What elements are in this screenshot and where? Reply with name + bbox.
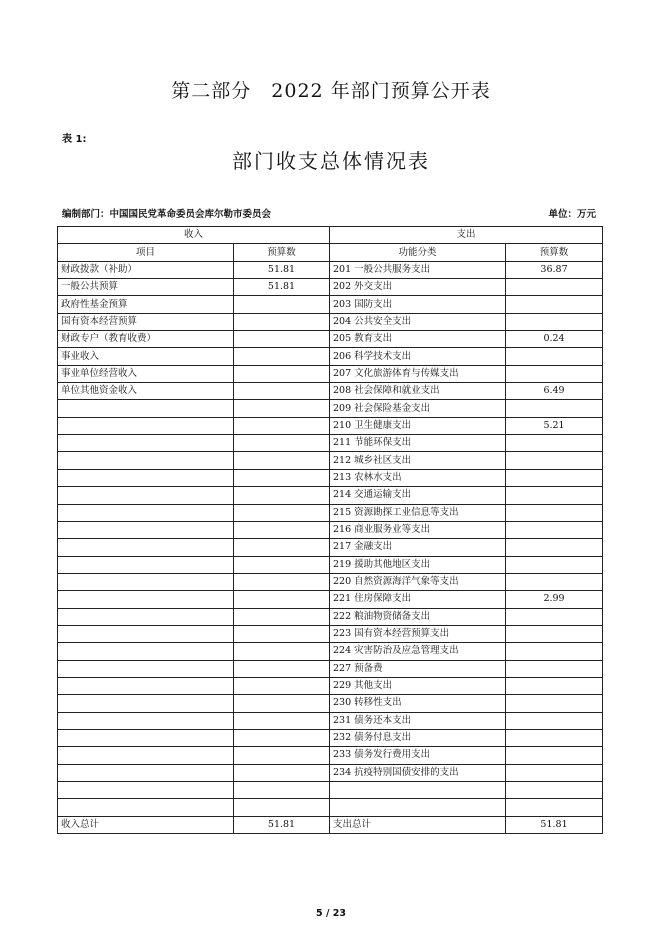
table-row xyxy=(58,296,603,313)
expense-budget-header: 预算数 xyxy=(506,244,603,261)
income-value-cell xyxy=(234,348,330,365)
expense-item-cell: 220 自然资源海洋气象等支出 xyxy=(330,573,506,590)
table-row xyxy=(58,400,603,417)
table-row xyxy=(58,608,603,625)
income-item-cell: 一般公共预算 xyxy=(58,279,234,296)
table-row xyxy=(58,747,603,764)
unit-label: 单位：万元 xyxy=(548,209,596,220)
expense-value-cell: 5.21 xyxy=(506,417,603,434)
expense-value-cell xyxy=(506,695,603,712)
expense-value-cell xyxy=(506,625,603,642)
expense-item-cell: 234 抗疫特别国债安排的支出 xyxy=(330,764,506,781)
income-item-cell xyxy=(58,591,234,608)
table-row xyxy=(58,469,603,486)
expense-item-cell: 204 公共安全支出 xyxy=(330,313,506,330)
expense-item-cell: 211 节能环保支出 xyxy=(330,435,506,452)
expense-item-cell: 209 社会保险基金支出 xyxy=(330,400,506,417)
table-label: 表 1: xyxy=(62,134,87,145)
table-row xyxy=(58,677,603,694)
income-item-cell xyxy=(58,625,234,642)
income-value-cell xyxy=(234,296,330,313)
expense-item-cell xyxy=(330,799,506,816)
income-item-cell xyxy=(58,487,234,504)
table-row xyxy=(58,695,603,712)
income-value-cell xyxy=(234,695,330,712)
table-row xyxy=(58,417,603,434)
income-value-cell xyxy=(234,487,330,504)
income-value-cell xyxy=(234,660,330,677)
income-value-cell xyxy=(234,625,330,642)
table-row xyxy=(58,452,603,469)
income-item-cell xyxy=(58,573,234,590)
expense-value-cell xyxy=(506,782,603,799)
expense-total-label: 支出总计 xyxy=(330,816,506,833)
table-header-row xyxy=(58,227,603,244)
expense-value-cell xyxy=(506,608,603,625)
expense-value-cell xyxy=(506,469,603,486)
expense-item-cell: 227 预备费 xyxy=(330,660,506,677)
income-item-cell xyxy=(58,452,234,469)
expense-value-cell xyxy=(506,747,603,764)
page-title: 部门收支总体情况表 xyxy=(232,149,430,173)
income-value-cell xyxy=(234,417,330,434)
expense-item-cell: 232 债务付息支出 xyxy=(330,729,506,746)
expense-value-cell xyxy=(506,504,603,521)
table-row xyxy=(58,782,603,799)
income-value-cell xyxy=(234,608,330,625)
income-item-cell xyxy=(58,504,234,521)
income-item-cell xyxy=(58,521,234,538)
expense-item-cell: 223 国有资本经营预算支出 xyxy=(330,625,506,642)
expense-value-cell xyxy=(506,573,603,590)
expense-item-cell: 217 金融支出 xyxy=(330,539,506,556)
income-item-cell xyxy=(58,729,234,746)
income-item-cell xyxy=(58,712,234,729)
expense-value-cell xyxy=(506,279,603,296)
income-item-cell: 事业单位经营收入 xyxy=(58,365,234,382)
expense-item-cell: 203 国防支出 xyxy=(330,296,506,313)
income-value-cell xyxy=(234,469,330,486)
table-row xyxy=(58,504,603,521)
income-value-cell: 51.81 xyxy=(234,261,330,278)
income-value-cell: 51.81 xyxy=(234,279,330,296)
income-value-cell xyxy=(234,539,330,556)
expense-total-value: 51.81 xyxy=(506,816,603,833)
table-row xyxy=(58,660,603,677)
expense-item-cell: 216 商业服务业等支出 xyxy=(330,521,506,538)
expense-value-cell: 0.24 xyxy=(506,331,603,348)
income-item-cell: 国有资本经营预算 xyxy=(58,313,234,330)
table-row xyxy=(58,487,603,504)
income-header: 收入 xyxy=(58,227,330,244)
expense-value-cell xyxy=(506,729,603,746)
expense-item-cell: 201 一般公共服务支出 xyxy=(330,261,506,278)
table-subheader-row xyxy=(58,244,603,261)
table-row xyxy=(58,764,603,781)
compiling-department: 编制部门：中国国民党革命委员会库尔勒市委员会 xyxy=(62,209,272,220)
expense-value-cell: 2.99 xyxy=(506,591,603,608)
income-item-cell xyxy=(58,782,234,799)
expense-value-cell xyxy=(506,799,603,816)
expense-value-cell xyxy=(506,643,603,660)
budget-table xyxy=(57,226,603,834)
table-row xyxy=(58,365,603,382)
expense-value-cell xyxy=(506,660,603,677)
expense-item-cell: 206 科学技术支出 xyxy=(330,348,506,365)
expense-item-cell: 212 城乡社区支出 xyxy=(330,452,506,469)
table-row xyxy=(58,556,603,573)
page-number: 5 / 23 xyxy=(316,908,346,919)
income-item-cell xyxy=(58,677,234,694)
expense-item-cell: 205 教育支出 xyxy=(330,331,506,348)
income-value-cell xyxy=(234,383,330,400)
income-item-cell: 事业收入 xyxy=(58,348,234,365)
income-value-cell xyxy=(234,365,330,382)
income-budget-header: 预算数 xyxy=(234,244,330,261)
table-row xyxy=(58,435,603,452)
table-row xyxy=(58,383,603,400)
expense-item-cell: 233 债务发行费用支出 xyxy=(330,747,506,764)
expense-value-cell xyxy=(506,435,603,452)
expense-value-cell xyxy=(506,452,603,469)
expense-item-cell xyxy=(330,782,506,799)
income-item-cell: 政府性基金预算 xyxy=(58,296,234,313)
income-value-cell xyxy=(234,435,330,452)
income-item-cell: 财政专户（教育收费） xyxy=(58,331,234,348)
table-row xyxy=(58,279,603,296)
expense-item-cell: 230 转移性支出 xyxy=(330,695,506,712)
table-row xyxy=(58,712,603,729)
income-item-cell xyxy=(58,747,234,764)
item-header: 项目 xyxy=(58,244,234,261)
income-value-cell xyxy=(234,747,330,764)
expense-value-cell xyxy=(506,313,603,330)
income-item-cell xyxy=(58,643,234,660)
table-row xyxy=(58,573,603,590)
income-item-cell xyxy=(58,660,234,677)
income-item-cell: 财政拨款（补助） xyxy=(58,261,234,278)
part-title: 第二部分 2022 年部门预算公开表 xyxy=(171,80,491,102)
expense-value-cell xyxy=(506,348,603,365)
table-row xyxy=(58,261,603,278)
table-row xyxy=(58,348,603,365)
expense-value-cell xyxy=(506,764,603,781)
income-value-cell xyxy=(234,764,330,781)
income-item-cell: 单位其他资金收入 xyxy=(58,383,234,400)
expense-value-cell xyxy=(506,296,603,313)
income-value-cell xyxy=(234,782,330,799)
income-value-cell xyxy=(234,712,330,729)
income-value-cell xyxy=(234,643,330,660)
income-item-cell xyxy=(58,469,234,486)
income-value-cell xyxy=(234,504,330,521)
table-row xyxy=(58,799,603,816)
table-row xyxy=(58,331,603,348)
expense-item-cell: 207 文化旅游体育与传媒支出 xyxy=(330,365,506,382)
table-row xyxy=(58,521,603,538)
income-value-cell xyxy=(234,591,330,608)
income-value-cell xyxy=(234,729,330,746)
income-item-cell xyxy=(58,417,234,434)
income-value-cell xyxy=(234,521,330,538)
expense-item-cell: 224 灾害防治及应急管理支出 xyxy=(330,643,506,660)
income-total-label: 收入总计 xyxy=(58,816,234,833)
income-value-cell xyxy=(234,331,330,348)
expense-value-cell xyxy=(506,487,603,504)
expense-value-cell xyxy=(506,556,603,573)
table-row xyxy=(58,729,603,746)
income-value-cell xyxy=(234,677,330,694)
expense-item-cell: 208 社会保障和就业支出 xyxy=(330,383,506,400)
income-value-cell xyxy=(234,799,330,816)
income-item-cell xyxy=(58,400,234,417)
income-value-cell xyxy=(234,556,330,573)
expense-item-cell: 231 债务还本支出 xyxy=(330,712,506,729)
income-value-cell xyxy=(234,313,330,330)
expense-item-cell: 215 资源勘探工业信息等支出 xyxy=(330,504,506,521)
function-header: 功能分类 xyxy=(330,244,506,261)
income-value-cell xyxy=(234,400,330,417)
expense-value-cell xyxy=(506,712,603,729)
expense-item-cell: 210 卫生健康支出 xyxy=(330,417,506,434)
table-row xyxy=(58,313,603,330)
expense-item-cell: 222 粮油物资储备支出 xyxy=(330,608,506,625)
expense-value-cell xyxy=(506,521,603,538)
expense-item-cell: 219 援助其他地区支出 xyxy=(330,556,506,573)
income-item-cell xyxy=(58,435,234,452)
expense-header: 支出 xyxy=(330,227,603,244)
table-row xyxy=(58,625,603,642)
expense-value-cell: 6.49 xyxy=(506,383,603,400)
expense-item-cell: 214 交通运输支出 xyxy=(330,487,506,504)
expense-value-cell xyxy=(506,365,603,382)
table-row xyxy=(58,643,603,660)
totals-row xyxy=(58,816,603,833)
expense-value-cell xyxy=(506,400,603,417)
expense-value-cell xyxy=(506,539,603,556)
expense-item-cell: 229 其他支出 xyxy=(330,677,506,694)
expense-item-cell: 221 住房保障支出 xyxy=(330,591,506,608)
income-total-value: 51.81 xyxy=(234,816,330,833)
income-item-cell xyxy=(58,764,234,781)
table-row xyxy=(58,539,603,556)
expense-item-cell: 202 外交支出 xyxy=(330,279,506,296)
table-row xyxy=(58,591,603,608)
expense-value-cell xyxy=(506,677,603,694)
income-value-cell xyxy=(234,573,330,590)
income-item-cell xyxy=(58,608,234,625)
income-item-cell xyxy=(58,539,234,556)
expense-item-cell: 213 农林水支出 xyxy=(330,469,506,486)
income-item-cell xyxy=(58,799,234,816)
income-value-cell xyxy=(234,452,330,469)
income-item-cell xyxy=(58,695,234,712)
expense-value-cell: 36.87 xyxy=(506,261,603,278)
income-item-cell xyxy=(58,556,234,573)
